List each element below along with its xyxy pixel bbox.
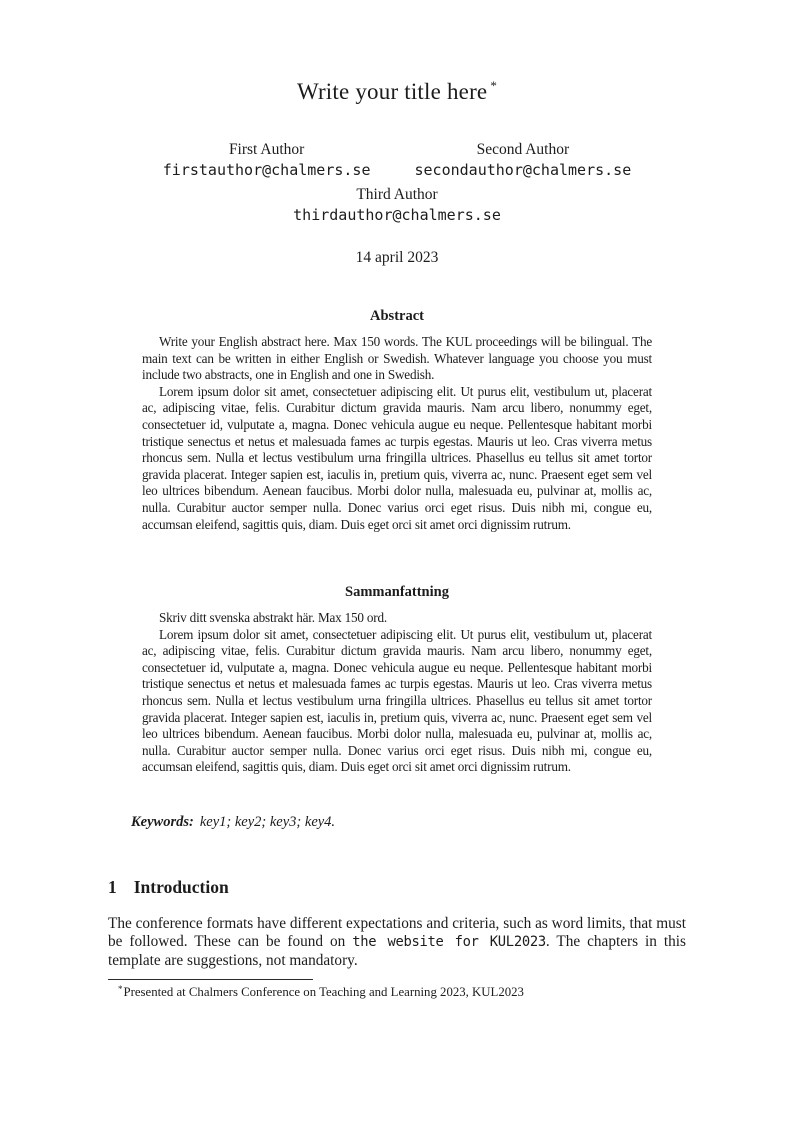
page-title [0, 78, 794, 105]
sammanfattning-heading: Sammanfattning [345, 584, 449, 600]
author-name: Third Author [356, 186, 438, 203]
author-third [0, 185, 794, 225]
paper-header [0, 78, 794, 267]
author-name: First Author [228, 141, 305, 158]
footnote-area [108, 979, 686, 1000]
footnote-text [108, 984, 686, 1000]
author-email-link[interactable]: secondauthor@chalmers.se [414, 161, 632, 179]
paper-date: 14 april 2023 [355, 249, 439, 266]
section-heading [108, 877, 686, 898]
intro-text-before-link: The conference formats have different expectations and criteria, such as word limits, that must be followed. These can be found on [108, 915, 686, 950]
abstract-section [142, 308, 652, 533]
keywords-label: Keywords: [131, 814, 194, 830]
sammanfattning-paragraph-2: Lorem ipsum dolor sit amet, consectetuer adipiscing elit. Ut purus elit, vestibulum ut, placerat ac, adipiscing vitae, felis. Curabitur dictum gravida mauris. Nam arcu libero, nonummy eget, consectetuer id, vulputate a, magna. Donec vehicula augue eu neque. Pellentesque habitant morbi tristique senectus et netus et malesuada fames ac turpis egestas. Mauris ut leo. Cras viverra metus rhoncus sem. Nulla et lectus vestibulum urna fringilla ultrices. Phasellus eu tellus sit amet tortor gravida placerat. Integer sapien est, iaculis in, pretium quis, viverra ac, nunc. Praesent eget sem vel leo ultrices bibendum. Aenean faucibus. Morbi dolor nulla, malesuada eu, pulvinar at, mollis ac, nulla. Curabitur auctor semper nulla. Donec varius orci eget risus. Duis nibh mi, congue eu, accumsan eleifend, sagittis quis, diam. Duis eget orci sit amet orci dignissim rutrum. [142, 626, 652, 775]
abstract-heading: Abstract [370, 308, 424, 324]
title-footnote-mark: * [490, 78, 498, 93]
section-title: Introduction [133, 877, 229, 897]
abstract-paragraph-2: Lorem ipsum dolor sit amet, consectetuer adipiscing elit. Ut purus elit, vestibulum ut, placerat ac, adipiscing vitae, felis. Curabitur dictum gravida mauris. Nam arcu libero, nonummy eget, consectetuer id, vulputate a, magna. Donec vehicula augue eu neque. Pellentesque habitant morbi tristique senectus et netus et malesuada fames ac turpis egestas. Mauris ut leo. Cras viverra metus rhoncus sem. Nulla et lectus vestibulum urna fringilla ultrices. Phasellus eu tellus sit amet tortor gravida placerat. Integer sapien est, iaculis in, pretium quis, viverra ac, nunc. Praesent eget sem vel leo ultrices bibendum. Aenean faucibus. Morbi dolor nulla, malesuada eu, pulvinar at, mollis ac, nulla. Curabitur auctor semper nulla. Donec varius orci eget risus. Duis nibh mi, congue eu, accumsan eleifend, sagittis quis, diam. Duis eget orci sit amet orci dignissim rutrum. [142, 383, 652, 532]
intro-text-after-link: . The chapters in this template are suggestions, not mandatory. [108, 932, 687, 969]
author-name: Second Author [476, 141, 570, 158]
kul2023-website-link[interactable]: the website for KUL2023 [352, 933, 546, 950]
section-number: 1 [108, 877, 117, 897]
footnote-mark: * [118, 984, 123, 994]
footnote-rule [108, 979, 313, 980]
keywords-value: key1; key2; key3; key4. [199, 814, 336, 830]
page-title-text: Write your title here [296, 79, 488, 104]
introduction-paragraph [108, 915, 686, 969]
sammanfattning-paragraph-1: Skriv ditt svenska abstrakt här. Max 150 ord. [159, 610, 387, 625]
footnote-body: Presented at Chalmers Conference on Teaching and Learning 2023, KUL2023 [123, 985, 524, 999]
author-email-link[interactable]: thirdauthor@chalmers.se [293, 206, 501, 224]
author-first [163, 140, 371, 180]
author-second [414, 140, 631, 180]
abstract-paragraph-1: Write your English abstract here. Max 150 words. The KUL proceedings will be bilingual. The main text can be written in either English or Swedish. Whatever language you choose you must include two abstracts, one in English and one in Swedish. [142, 334, 652, 383]
author-email-link[interactable]: firstauthor@chalmers.se [162, 161, 371, 179]
keywords-line [131, 814, 335, 831]
authors-row [0, 140, 794, 180]
sammanfattning-section [142, 584, 652, 776]
introduction-section [108, 877, 686, 969]
